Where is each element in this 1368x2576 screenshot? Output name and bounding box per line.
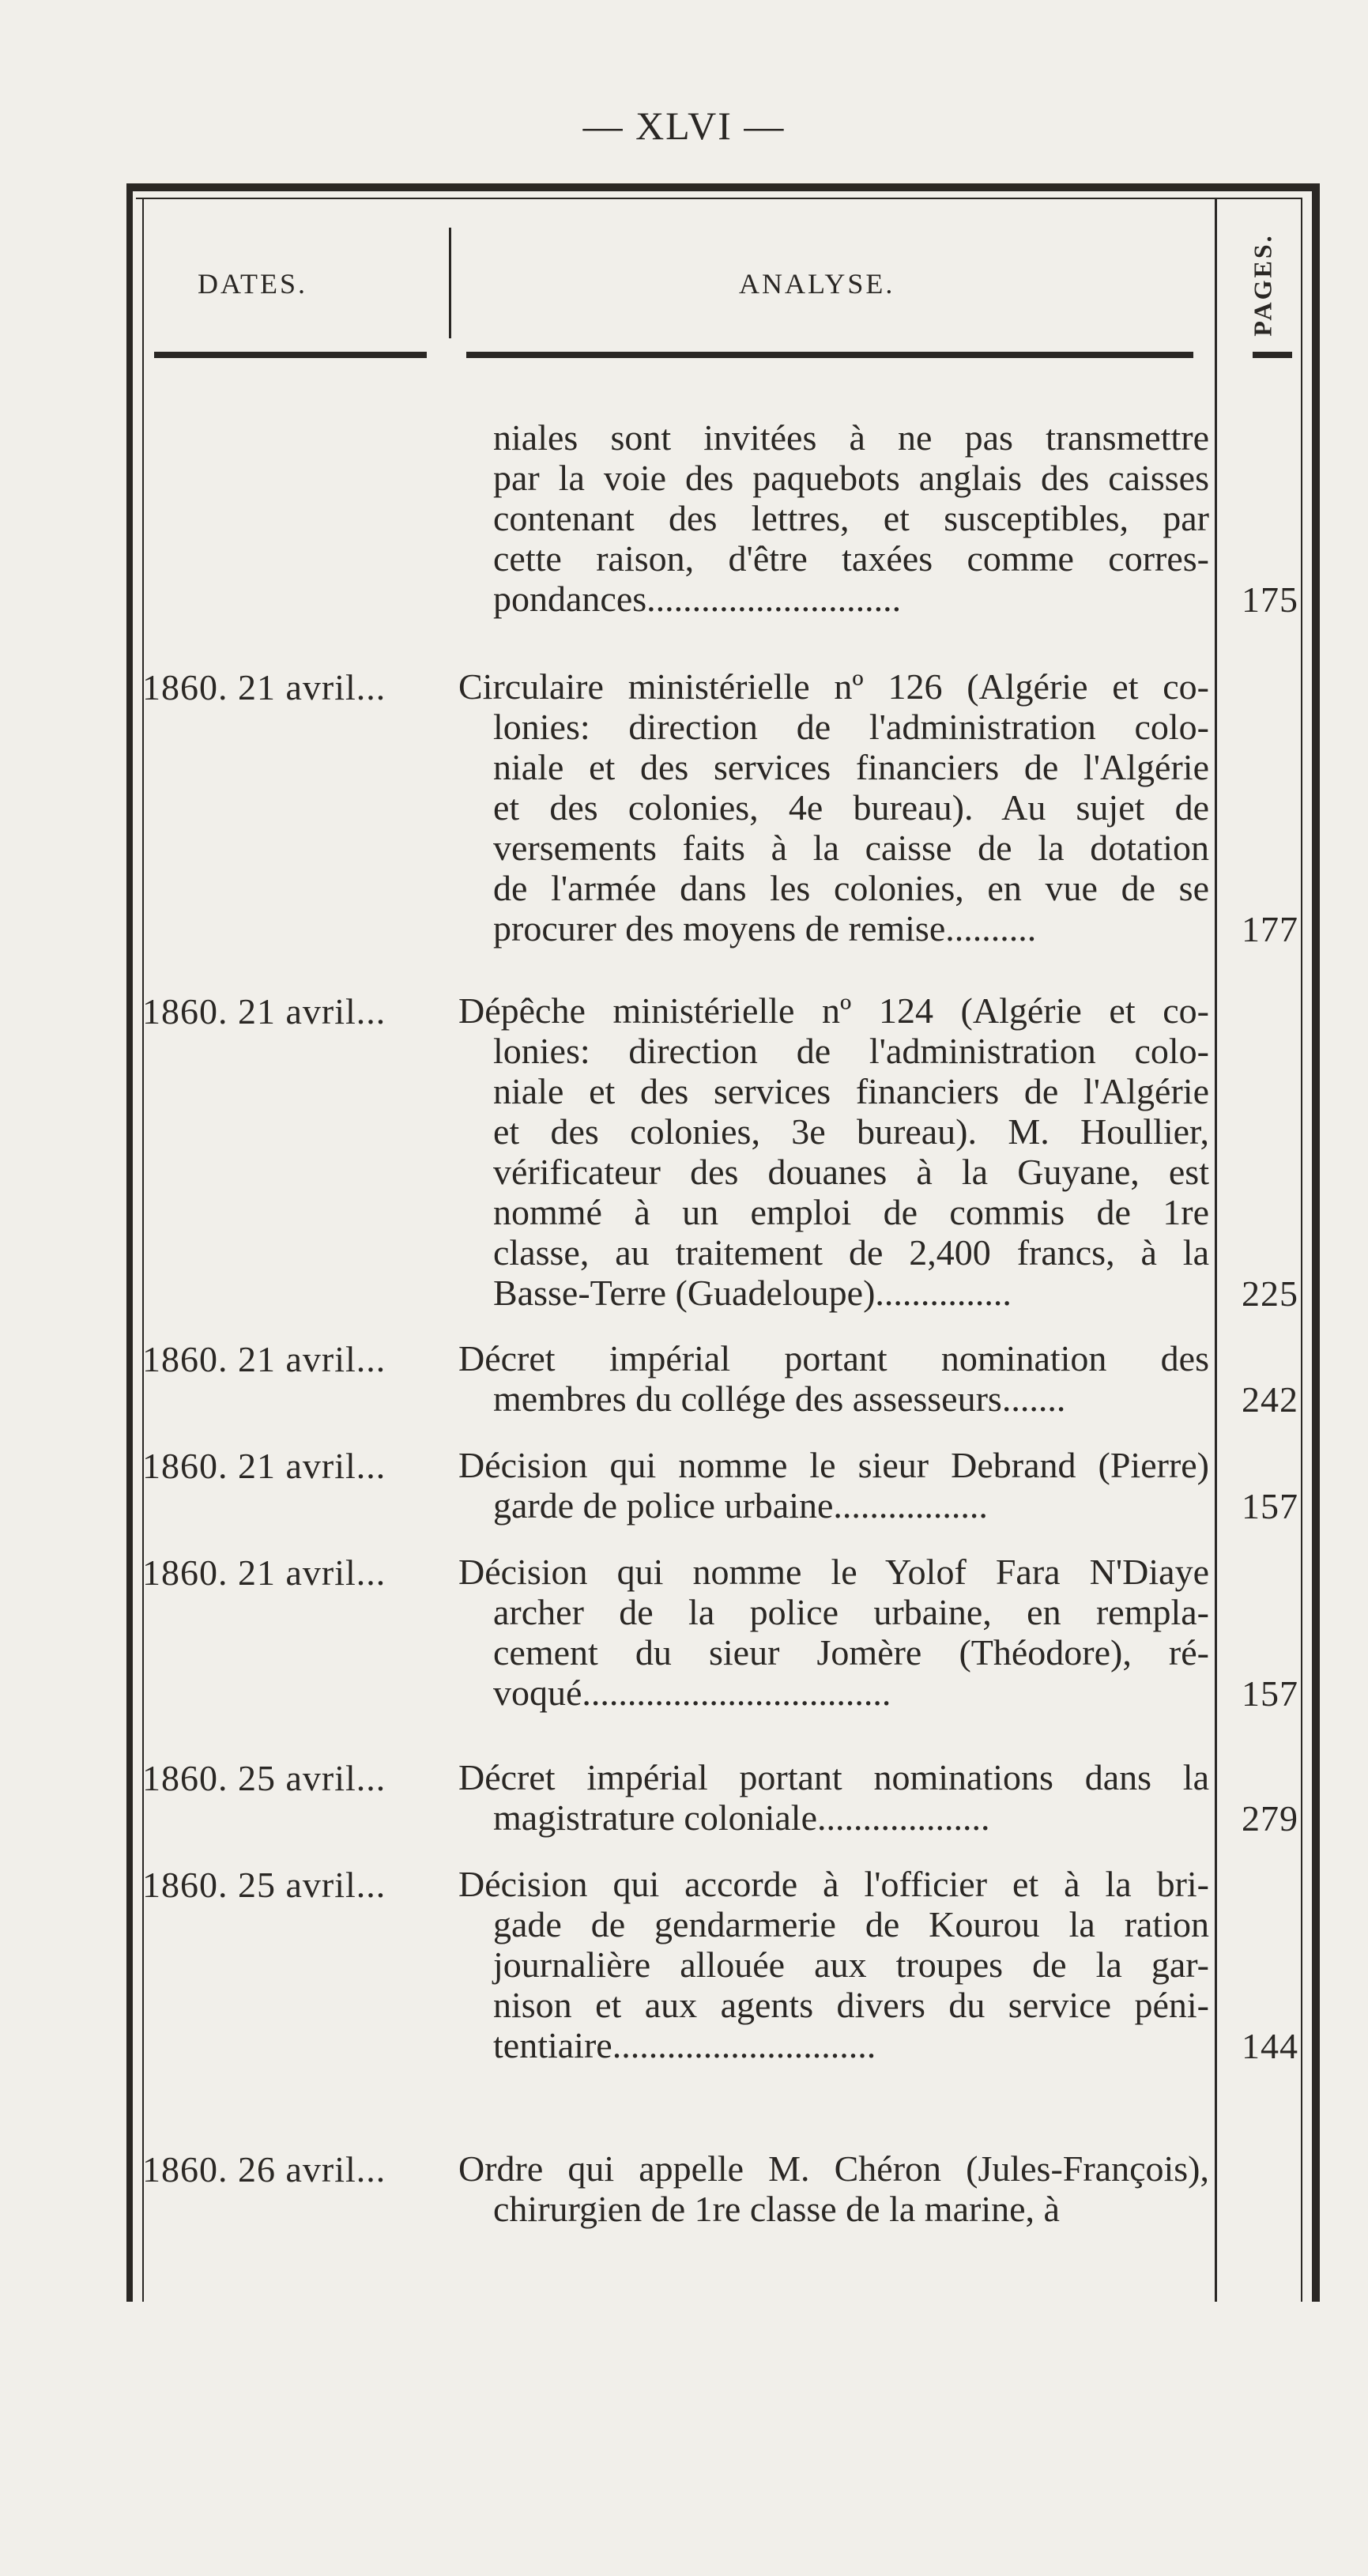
entry-analyse (458, 2148, 1209, 2229)
entry-line: contenant des lettres, et susceptibles, par (493, 498, 1209, 538)
entry-date: 1860. 21 avril... (142, 667, 386, 707)
pages-column-header (1227, 225, 1298, 344)
entry-line: membres du collége des assesseurs....... (493, 1379, 1066, 1419)
entry-line: cement du sieur Jomère (Théodore), ré- (493, 1632, 1209, 1673)
analyse-column-header: ANALYSE. (739, 268, 895, 300)
entry-line: Dépêche ministérielle nº 124 (Algérie et co- (458, 990, 1209, 1031)
entry-analyse (458, 1552, 1209, 1713)
entry-line: journalière allouée aux troupes de la gar- (493, 1944, 1209, 1985)
entry-analyse (458, 1338, 1209, 1419)
entry-line: magistrature coloniale................... (493, 1797, 990, 1838)
entry-analyse (458, 990, 1209, 1313)
dates-column-header: DATES. (198, 268, 308, 300)
entry-page-number: 279 (1242, 1798, 1298, 1839)
entry-line: pondances............................ (493, 579, 902, 619)
entry-line: Ordre qui appelle M. Chéron (Jules-François), (458, 2148, 1209, 2189)
entry-line: Décret impérial portant nominations dans la (458, 1757, 1209, 1797)
entry-analyse (458, 417, 1209, 619)
entry-date: 1860. 21 avril... (142, 1552, 386, 1593)
table-frame-inner-left (142, 198, 144, 2302)
entry-line: procurer des moyens de remise.......... (493, 908, 1037, 949)
entry-line: Décision qui nomme le Yolof Fara N'Diaye (458, 1552, 1209, 1592)
entry-date: 1860. 21 avril... (142, 1339, 386, 1379)
entry-line: Circulaire ministérielle nº 126 (Algérie et co- (458, 666, 1209, 707)
dates-column-separator (449, 228, 451, 338)
entry-line: gade de gendarmerie de Kourou la ration (493, 1904, 1209, 1944)
pages-column-separator (1215, 199, 1217, 2302)
entry-analyse (458, 1864, 1209, 2065)
entry-line: nison et aux agents divers du service péni- (493, 1985, 1209, 2025)
entry-page-number: 177 (1242, 909, 1298, 949)
entry-analyse (458, 1445, 1209, 1526)
entry-line: Décision qui nomme le sieur Debrand (Pierre) (458, 1445, 1209, 1485)
entry-analyse (458, 1757, 1209, 1838)
entry-line: nommé à un emploi de commis de 1re (493, 1192, 1209, 1232)
entry-page-number: 157 (1242, 1486, 1298, 1526)
page-header: — XLVI — (582, 104, 786, 148)
table-frame-inner-right (1301, 198, 1302, 2302)
entry-line: versements faits à la caisse de la dotation (493, 828, 1209, 868)
entry-date: 1860. 25 avril... (142, 1758, 386, 1798)
dates-header-rule (154, 352, 427, 358)
entry-page-number: 225 (1242, 1273, 1298, 1314)
entry-date: 1860. 21 avril... (142, 1446, 386, 1486)
entry-line: niale et des services financiers de l'Algérie (493, 747, 1209, 787)
entry-line: vérificateur des douanes à la Guyane, est (493, 1152, 1209, 1192)
entry-line: chirurgien de 1re classe de la marine, à (493, 2189, 1060, 2229)
entry-page-number: 144 (1242, 2026, 1298, 2066)
analyse-header-rule (466, 352, 1193, 358)
entry-page-number: 242 (1242, 1379, 1298, 1420)
entry-analyse (458, 666, 1209, 949)
entry-page-number: 157 (1242, 1673, 1298, 1714)
entry-line: lonies: direction de l'administration colo- (493, 1031, 1209, 1071)
entry-line: Basse-Terre (Guadeloupe)............... (493, 1273, 1012, 1313)
pages-header-rule (1253, 352, 1292, 358)
entry-line: archer de la police urbaine, en rempla- (493, 1592, 1209, 1632)
entry-line: Décision qui accorde à l'officier et à la bri- (458, 1864, 1209, 1904)
entry-line: niales sont invitées à ne pas transmettre (493, 417, 1209, 458)
entry-date: 1860. 25 avril... (142, 1865, 386, 1905)
entry-line: et des colonies, 4e bureau). Au sujet de (493, 787, 1209, 828)
entry-line: de l'armée dans les colonies, en vue de se (493, 868, 1209, 908)
entry-line: par la voie des paquebots anglais des caisses (493, 458, 1209, 498)
entry-line: tentiaire............................. (493, 2025, 876, 2065)
table-frame-inner-top (136, 198, 1302, 199)
entry-line: niale et des services financiers de l'Algérie (493, 1071, 1209, 1111)
entry-line: garde de police urbaine................. (493, 1485, 988, 1526)
entry-line: classe, au traitement de 2,400 francs, à la (493, 1232, 1209, 1273)
entry-line: cette raison, d'être taxées comme corres- (493, 538, 1209, 579)
entry-page-number: 175 (1242, 579, 1298, 620)
entry-line: Décret impérial portant nomination des (458, 1338, 1209, 1379)
entry-line: voqué.................................. (493, 1673, 891, 1713)
entry-line: lonies: direction de l'administration colo- (493, 707, 1209, 747)
entry-date: 1860. 21 avril... (142, 991, 386, 1032)
pages-column-header-label: PAGES. (1248, 232, 1277, 337)
entry-line: et des colonies, 3e bureau). M. Houllier, (493, 1111, 1209, 1152)
entry-date: 1860. 26 avril... (142, 2149, 386, 2189)
